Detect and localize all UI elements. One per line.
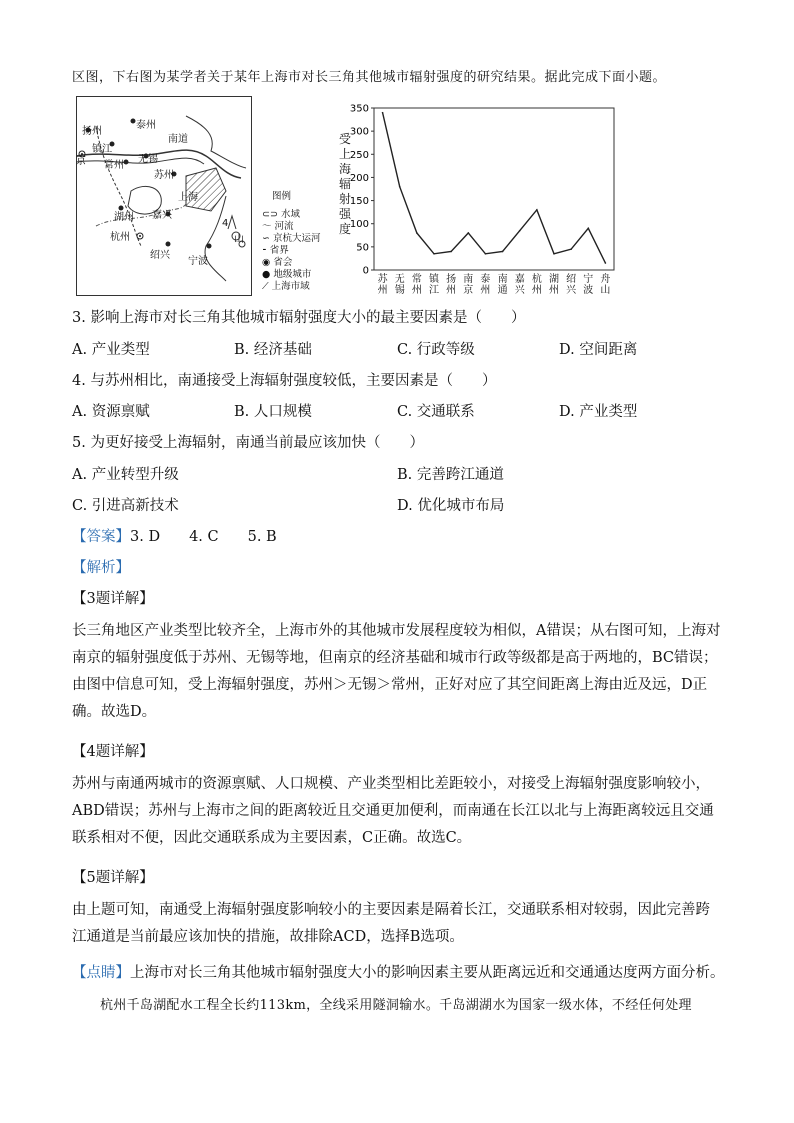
data-point-嘉兴 (519, 230, 521, 232)
x-tick-label-湖州: 湖州 (549, 274, 559, 296)
x-tick-label-宁波: 宁波 (583, 274, 594, 296)
x-tick-label-泰州: 泰州 (480, 274, 491, 296)
legend-title: 图例 (272, 191, 292, 202)
q4-option-b[interactable]: B. 人口规模 (234, 404, 312, 420)
detail-5-label: 【5题详解】 (72, 870, 154, 886)
map-label-yangzhou: 扬州 (82, 126, 102, 137)
data-point-杭州 (536, 209, 538, 211)
question-5-stem: 5. 为更好接受上海辐射，南通当前最应该加快（ ） (72, 435, 424, 451)
data-point-南京 (467, 232, 469, 234)
map-label-nanjing: 京 (76, 156, 86, 167)
x-tick-label-苏州: 苏州 (377, 274, 388, 296)
y-tick-label: 100 (349, 219, 369, 231)
detail-4-label: 【4题详解】 (72, 744, 154, 760)
q5-option-c[interactable]: C. 引进高新技术 (72, 498, 179, 514)
legend-canal: ∽ 京杭大运河 (262, 233, 321, 244)
q3-option-b[interactable]: B. 经济基础 (234, 342, 312, 358)
tip-line (72, 961, 725, 982)
legend-river: ～ 河流 (262, 221, 294, 232)
chart-frame (374, 108, 614, 270)
legend-shanghai: ⟋ 上海市域 (262, 281, 310, 292)
detail-4-text: 苏州与南通两城市的资源禀赋、人口规模、产业类型相比差距较小，对接受上海辐射强度影响较小，ABD错误；苏州与上海市之间的距离较近且交通更加便利，而南通在长江以北与上海距离较远且交通联系相对不便，因此交通联系成为主要因素，C正确。故选C。 (72, 776, 714, 846)
map-label-zhenjiang: 镇江 (92, 144, 112, 155)
chart-ylabel: 受上海辐射强度 (338, 132, 351, 236)
q5-option-b[interactable]: B. 完善跨江通道 (397, 467, 504, 483)
q3-option-c[interactable]: C. 行政等级 (397, 342, 475, 358)
map-label-number: 4 (222, 218, 229, 229)
data-point-苏州 (382, 112, 384, 114)
x-tick-label-杭州: 杭州 (531, 274, 542, 296)
map-label-taizhou: 泰州 (136, 120, 156, 131)
map-label-zhoushan: 山 (234, 234, 244, 245)
analysis-label: 【解析】 (72, 560, 130, 576)
map-label-wuxi: 无锡 (138, 154, 158, 165)
q4-option-c[interactable]: C. 交通联系 (397, 404, 475, 420)
tip-text: 上海市对长三角其他城市辐射强度大小的影响因素主要从距离远近和交通通达度两方面分析。 (130, 965, 725, 981)
answer-text: 3. D 4. C 5. B (130, 529, 277, 545)
map-label-hangzhou: 杭州 (110, 232, 130, 243)
q5-option-a[interactable]: A. 产业转型升级 (72, 467, 179, 483)
map-label-suzhou: 苏州 (154, 170, 174, 181)
footer-text: 杭州千岛湖配水工程全长约113km，全线采用隧洞输水。千岛湖湖水为国家一级水体，不经任何处理 (100, 998, 692, 1013)
y-tick-label: 200 (349, 172, 369, 184)
y-tick-label: 0 (362, 265, 369, 277)
data-point-泰州 (485, 253, 487, 255)
tip-label: 【点睛】 (72, 965, 130, 981)
y-tick-label: 350 (349, 103, 369, 115)
legend-water: ⊂⊃ 水域 (262, 209, 300, 220)
data-point-舟山 (605, 262, 607, 264)
map-label-ningbo: 宁波 (188, 256, 208, 267)
x-tick-label-绍兴: 绍兴 (566, 274, 577, 296)
map-label-changzhou: 常州 (104, 160, 124, 171)
q4-option-d[interactable]: D. 产业类型 (559, 404, 638, 420)
y-tick-label: 250 (349, 149, 369, 161)
x-tick-label-舟山: 舟山 (600, 274, 611, 296)
q4-option-a[interactable]: A. 资源禀赋 (72, 404, 150, 420)
map-label-huzhou: 湖州 (114, 212, 134, 223)
chart-svg (332, 98, 622, 304)
legend-city: ● 地级城市 (262, 269, 312, 280)
x-tick-label-镇江: 镇江 (429, 274, 439, 296)
x-tick-label-南通: 南通 (497, 274, 508, 296)
data-point-湖州 (553, 253, 555, 255)
map-label-shanghai: 上海 (178, 192, 198, 203)
data-point-无锡 (399, 186, 401, 188)
q3-option-d[interactable]: D. 空间距离 (559, 342, 638, 358)
y-tick-label: 150 (349, 196, 369, 208)
radiation-chart (332, 98, 622, 304)
data-point-宁波 (587, 228, 589, 230)
x-tick-label-嘉兴: 嘉兴 (514, 274, 525, 296)
map-label-shaoxing: 绍兴 (150, 250, 170, 261)
data-point-镇江 (433, 253, 435, 255)
y-tick-label: 300 (349, 126, 369, 138)
q3-option-a[interactable]: A. 产业类型 (72, 342, 150, 358)
legend-capital: ◉ 省会 (262, 257, 293, 268)
map-label-jiaxing: 嘉兴 (152, 210, 172, 221)
series-line (383, 113, 606, 263)
q5-option-d[interactable]: D. 优化城市布局 (397, 498, 505, 514)
intro-text: 区图，下右图为某学者关于某年上海市对长三角其他城市辐射强度的研究结果。据此完成下面小题。 (72, 70, 667, 85)
legend-border: ⁃ 省界 (262, 245, 289, 256)
x-tick-label-无锡: 无锡 (394, 274, 405, 296)
data-point-绍兴 (570, 248, 572, 250)
map-figure (76, 96, 331, 296)
detail-5-text: 由上题可知，南通受上海辐射强度影响较小的主要因素是隔着长江，交通联系相对较弱，因此完善跨江通道是当前最应该加快的措施，故排除ACD，选择B选项。 (72, 902, 710, 945)
question-4-stem: 4. 与苏州相比，南通接受上海辐射强度较低，主要因素是（ ） (72, 373, 497, 389)
x-tick-label-扬州: 扬州 (446, 274, 457, 296)
detail-3-text: 长三角地区产业类型比较齐全，上海市外的其他城市发展程度较为相似，A错误；从右图可知，上海对南京的辐射强度低于苏州、无锡等地，但南京的经济基础和城市行政等级都是高于两地的，BC错误；由图中信息可知，受上海辐射强度，苏州＞无锡＞常州，正好对应了其空间距离上海由近及远，D正确。故选D。 (72, 623, 721, 720)
map-label-nantong: 南道 (168, 134, 188, 145)
answer-label: 【答案】 (72, 529, 130, 545)
question-3-stem: 3. 影响上海市对长三角其他城市辐射强度大小的最主要因素是（ ） (72, 310, 526, 326)
x-tick-label-常州: 常州 (411, 274, 422, 296)
detail-3-label: 【3题详解】 (72, 591, 154, 607)
data-point-常州 (416, 232, 418, 234)
y-tick-label: 50 (356, 242, 369, 254)
data-point-扬州 (450, 251, 452, 253)
answer-line (72, 525, 277, 546)
data-point-南通 (502, 251, 504, 253)
x-tick-label-南京: 南京 (463, 274, 474, 296)
